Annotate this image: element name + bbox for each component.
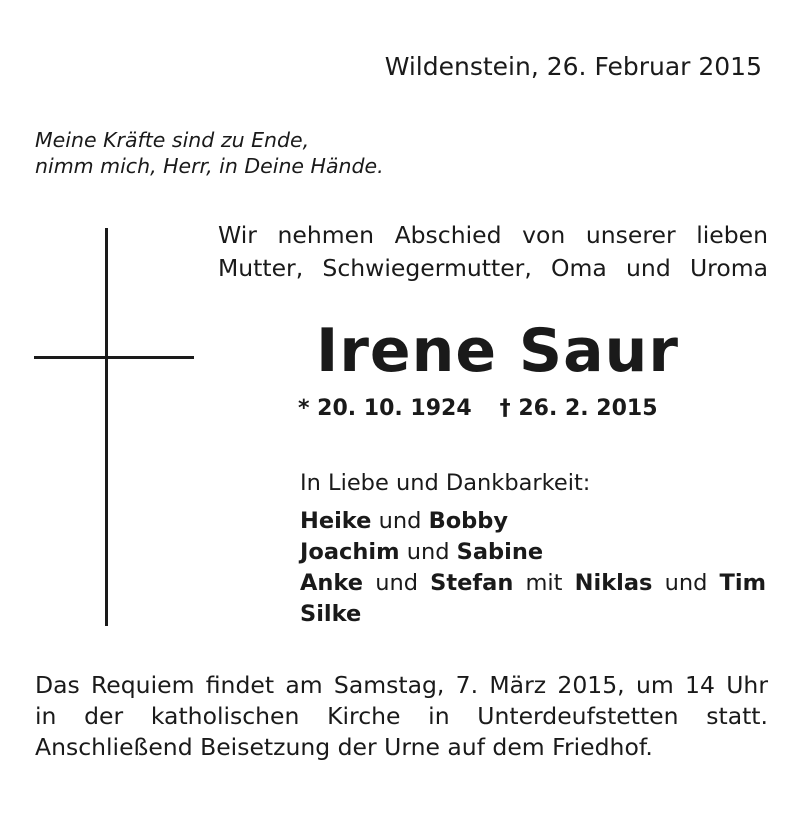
farewell-intro xyxy=(218,219,768,285)
mourner-name: Anke xyxy=(300,570,364,596)
service-line: Das Requiem findet am Samstag, 7. März 2015, um 14 Uhr xyxy=(35,671,768,699)
cross-icon-horizontal xyxy=(34,356,194,359)
mourners-list xyxy=(300,506,766,630)
intro-line: Wir nehmen Abschied von unserer lieben xyxy=(218,221,768,249)
mourner-line xyxy=(300,599,766,630)
mourner-name: Bobby xyxy=(428,508,509,534)
intro-line: Mutter, Schwiegermutter, Oma und Uroma xyxy=(218,254,768,282)
cross-icon-vertical xyxy=(105,228,108,626)
mourner-name: Joachim xyxy=(300,539,400,565)
deceased-name: Irene Saur xyxy=(316,316,679,386)
mourner-name: Sabine xyxy=(456,539,544,565)
conjunction: mit xyxy=(525,570,563,596)
birth-date: * 20. 10. 1924 xyxy=(298,396,472,421)
service-info xyxy=(35,670,768,763)
death-date: † 26. 2. 2015 xyxy=(499,396,658,421)
service-line: in der katholischen Kirche in Unterdeufstetten statt. xyxy=(35,702,768,730)
mourner-name: Stefan xyxy=(430,570,514,596)
motto-line: Meine Kräfte sind zu Ende, xyxy=(35,128,310,152)
motto-verse xyxy=(35,127,384,179)
conjunction: und xyxy=(375,570,419,596)
conjunction: und xyxy=(406,539,450,565)
mourner-name: Heike xyxy=(300,508,372,534)
conjunction: und xyxy=(664,570,708,596)
mourner-line xyxy=(300,537,766,568)
life-dates xyxy=(298,396,658,421)
mourner-line xyxy=(300,568,766,599)
mourner-line xyxy=(300,506,766,537)
motto-line: nimm mich, Herr, in Deine Hände. xyxy=(35,154,384,178)
mourners-intro: In Liebe und Dankbarkeit: xyxy=(300,470,591,496)
mourner-name: Niklas xyxy=(574,570,653,596)
mourner-name: Silke xyxy=(300,601,362,627)
mourner-name: Tim xyxy=(719,570,767,596)
service-line: Anschließend Beisetzung der Urne auf dem Friedhof. xyxy=(35,733,653,761)
place-date: Wildenstein, 26. Februar 2015 xyxy=(384,52,762,81)
conjunction: und xyxy=(378,508,422,534)
